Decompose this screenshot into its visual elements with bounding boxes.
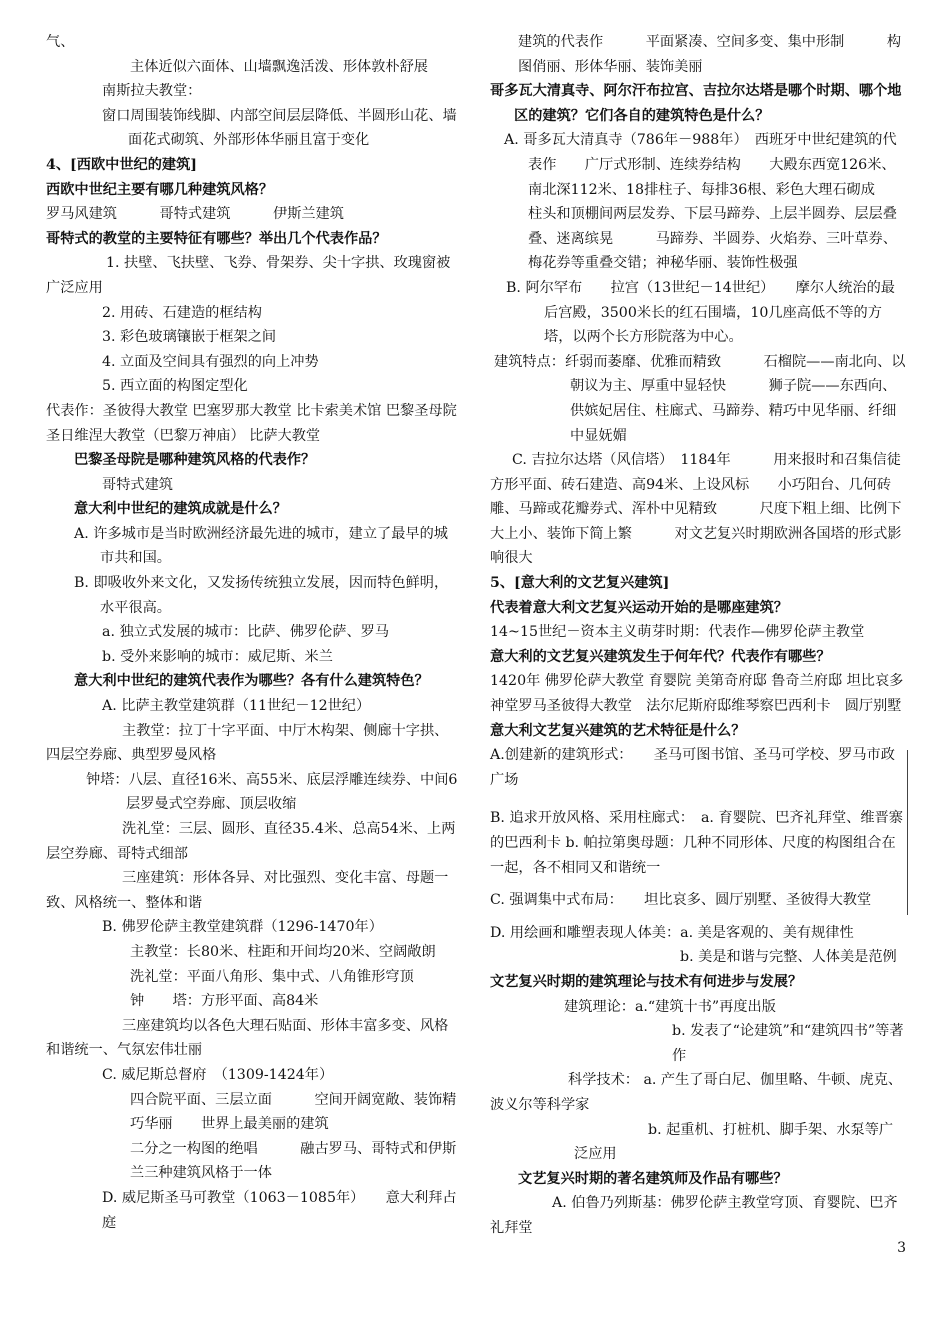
left-line-26: 三座建筑：形体各异、对比强烈、变化丰富、母题一致、风格统一、整体和谐 — [46, 870, 449, 911]
left-line-18: B. 即吸收外来文化，又发扬传统独立发展，因而特色鲜明，水平很高。 — [74, 575, 449, 616]
left-line-15: 哥特式建筑 — [102, 476, 173, 493]
right-line-23: 科学技术： a. 产生了哥白尼、伽里略、牛顿、虎克、波义尔等科学家 — [490, 1072, 903, 1113]
left-line-28: 主教堂：长80米、柱距和开间均20米、空阔敞朗 — [130, 943, 436, 960]
right-column — [490, 30, 919, 1241]
left-line-20: b. 受外来影响的城市：威尼斯、米兰 — [102, 648, 333, 665]
right-line-2: A. 哥多瓦大清真寺（786年－988年） 西班牙中世纪建筑的代表作 广厅式形制、连续券结构 大殿东西宽126米、南北深112米、18排柱子、每排36根、彩色大理石砌成 柱头和顶棚间两层发券、下层马蹄券、上层半圆券、层层叠叠、迷离缤晃 马蹄券、半圆券、火焰券、三叶草券、 梅花券等重叠交错；神秘华丽、装饰性极强 — [504, 132, 919, 272]
right-line-18: D. 用绘画和雕塑表现人体美：a. 美是客观的、美有规律性 — [490, 924, 854, 941]
left-line-35: D. 威尼斯圣马可教堂（1063－1085年） 意大利拜占庭 — [102, 1189, 457, 1231]
left-line-17: A. 许多城市是当时欧洲经济最先进的城市，建立了最早的城市共和国。 — [74, 525, 448, 567]
right-line-1: 哥多瓦大清真寺、阿尔汗布拉宫、吉拉尔达塔是哪个时期、哪个地区的建筑？它们各自的建筑特色是什么？ — [490, 83, 902, 124]
left-line-14: 巴黎圣母院是哪种建筑风格的代表作？ — [74, 452, 316, 469]
right-line-0: 建筑的代表作 平面紧凑、空间多变、集中形制 构图俏丽、形体华丽、装饰美丽 — [518, 34, 902, 75]
left-line-34: 二分之一构图的绝唱 融古罗马、哥特式和伊斯兰三种建筑风格于一体 — [130, 1140, 457, 1182]
left-line-2: 南斯拉夫教堂： — [102, 83, 202, 100]
left-line-23: 主教堂：拉丁十字平面、中厅木构架、侧廊十字拱、四层空券廊、典型罗曼风格 — [46, 722, 449, 764]
left-line-24: 钟塔：八层、直径16米、高55米、底层浮雕连续券、中间6层罗曼式空券廊、顶层收缩 — [86, 771, 458, 813]
left-line-33: 四合院平面、三层立面 空间开阔宽敞、装饰精巧华丽 世界上最美丽的建筑 — [130, 1091, 457, 1133]
left-line-29: 洗礼堂：平面八角形、集中式、八角锥形穹顶 — [130, 968, 414, 985]
page-number: 3 — [897, 1240, 906, 1256]
right-line-11: 意大利文艺复兴建筑的艺术特征是什么？ — [490, 722, 746, 739]
left-line-30: 钟 塔：方形平面、高84米 — [130, 993, 319, 1010]
left-line-4: 4、[西欧中世纪的建筑] — [46, 156, 197, 173]
right-line-19: b. 美是和谐与完整、人体美是范例 — [680, 949, 897, 966]
left-line-25: 洗礼堂：三层、圆形、直径35.4米、总高54米、上两层空券廊、哥特式细部 — [46, 821, 456, 862]
right-line-16: C. 强调集中式布局： 坦比哀多、圆厅别墅、圣彼得大教堂 — [490, 892, 872, 909]
margin-rule — [907, 750, 908, 915]
left-line-27: B. 佛罗伦萨主教堂建筑群（1296-1470年） — [102, 919, 383, 936]
right-line-8: 14~15世纪－资本主义萌芽时期：代表作—佛罗伦萨主教堂 — [490, 624, 865, 641]
right-line-4: 建筑特点：纤弱而萎靡、优雅而精致 石榴院——南北向、以朝议为主、厚重中显轻快 狮子院——东西向、供嫔妃居住、柱廊式、马蹄券、精巧中见华丽、纤细中显妩媚 — [494, 353, 906, 444]
right-line-26: A. 伯鲁乃列斯基：佛罗伦萨主教堂穹顶、育婴院、巴齐礼拜堂 — [490, 1195, 898, 1236]
right-line-21: 建筑理论：a.“建筑十书”再度出版 — [564, 998, 776, 1015]
right-line-25: 文艺复兴时期的著名建筑师及作品有哪些？ — [518, 1170, 788, 1187]
right-line-10: 1420年 佛罗伦萨大教堂 育婴院 美第奇府邸 鲁奇兰府邸 坦比哀多神堂罗马圣彼得大教堂 法尔尼斯府邸维琴察巴西利卡 圆厅别墅 — [490, 673, 904, 715]
left-line-21: 意大利中世纪的建筑代表作为哪些？各有什么建筑特色？ — [74, 673, 429, 690]
left-line-6: 罗马风建筑 哥特式建筑 伊斯兰建筑 — [46, 206, 344, 223]
right-line-5: C. 吉拉尔达塔（风信塔） 1184年 用来报时和召集信徒方形平面、砖石建造、高94米、上设风标 小巧阳台、几何砖雕、马蹄或花瓣券式、浑朴中见精致 尺度下粗上细、比例下大上小、装饰下简上繁 对文艺复兴时期欧洲各国塔的形式影响很大 — [490, 452, 902, 567]
left-line-0: 气、 — [46, 34, 75, 50]
right-line-22: b. 发表了“论建筑”和“建筑四书”等著作 — [672, 1023, 904, 1064]
left-line-9: 2. 用砖、石建造的框结构 — [102, 304, 262, 321]
right-line-24: b. 起重机、打桩机、脚手架、水泵等广泛应用 — [574, 1121, 894, 1163]
left-line-7: 哥特式的教堂的主要特征有哪些？举出几个代表作品？ — [46, 230, 387, 247]
left-line-16: 意大利中世纪的建筑成就是什么？ — [74, 501, 287, 518]
left-line-12: 5. 西立面的构图定型化 — [102, 378, 248, 395]
left-line-8: 1. 扶壁、飞扶壁、飞券、骨架券、尖十字拱、玫瑰窗被广泛应用 — [46, 255, 451, 296]
right-line-9: 意大利的文艺复兴建筑发生于何年代？代表作有哪些？ — [490, 648, 831, 665]
left-column — [46, 30, 462, 1235]
right-line-20: 文艺复兴时期的建筑理论与技术有何进步与发展？ — [490, 973, 803, 990]
left-line-3: 窗口周围装饰线脚、内部空间层层降低、半圆形山花、墙面花式砌筑、外部形体华丽且富于变化 — [102, 107, 457, 149]
left-line-10: 3. 彩色玻璃镶嵌于框架之间 — [102, 329, 277, 346]
right-line-14: B. 追求开放风格、采用柱廊式： a. 育婴院、巴齐礼拜堂、维晋寨的巴西利卡 b. 帕拉第奥母题：几种不同形体、尺度的构图组合在一起，各不相同又和谐统一 — [490, 810, 903, 876]
left-line-19: a. 独立式发展的城市：比萨、佛罗伦萨、罗马 — [102, 624, 390, 641]
right-line-17 — [490, 913, 906, 921]
left-line-32: C. 威尼斯总督府 （1309-1424年） — [102, 1066, 334, 1083]
left-line-13: 代表作：圣彼得大教堂 巴塞罗那大教堂 比卡索美术馆 巴黎圣母院 圣日维涅大教堂（巴黎万神庙） 比萨大教堂 — [46, 402, 457, 444]
left-line-1: 主体近似六面体、山墙飘逸活泼、形体敦朴舒展 — [130, 58, 428, 75]
right-line-12: A.创建新的建筑形式： 圣马可图书馆、圣马可学校、罗马市政广场 — [490, 747, 895, 788]
right-line-13 — [490, 792, 906, 806]
left-line-5: 西欧中世纪主要有哪几种建筑风格？ — [46, 181, 274, 198]
right-line-3: B. 阿尔罕布 拉宫（13世纪－14世纪） 摩尔人统治的最后宫殿，3500米长的红石围墙，10几座高低不等的方塔，以两个长方形院落为中心。 — [506, 279, 895, 346]
right-line-7: 代表着意大利文艺复兴运动开始的是哪座建筑？ — [490, 599, 788, 616]
right-line-6: 5、[意大利的文艺复兴建筑] — [490, 575, 670, 592]
right-line-15 — [490, 880, 906, 888]
left-line-31: 三座建筑均以各色大理石贴面、形体丰富多变、风格和谐统一、气氛宏伟壮丽 — [46, 1017, 449, 1059]
left-line-22: A. 比萨主教堂建筑群（11世纪－12世纪） — [102, 698, 371, 715]
left-line-11: 4. 立面及空间具有强烈的向上冲势 — [102, 353, 319, 370]
